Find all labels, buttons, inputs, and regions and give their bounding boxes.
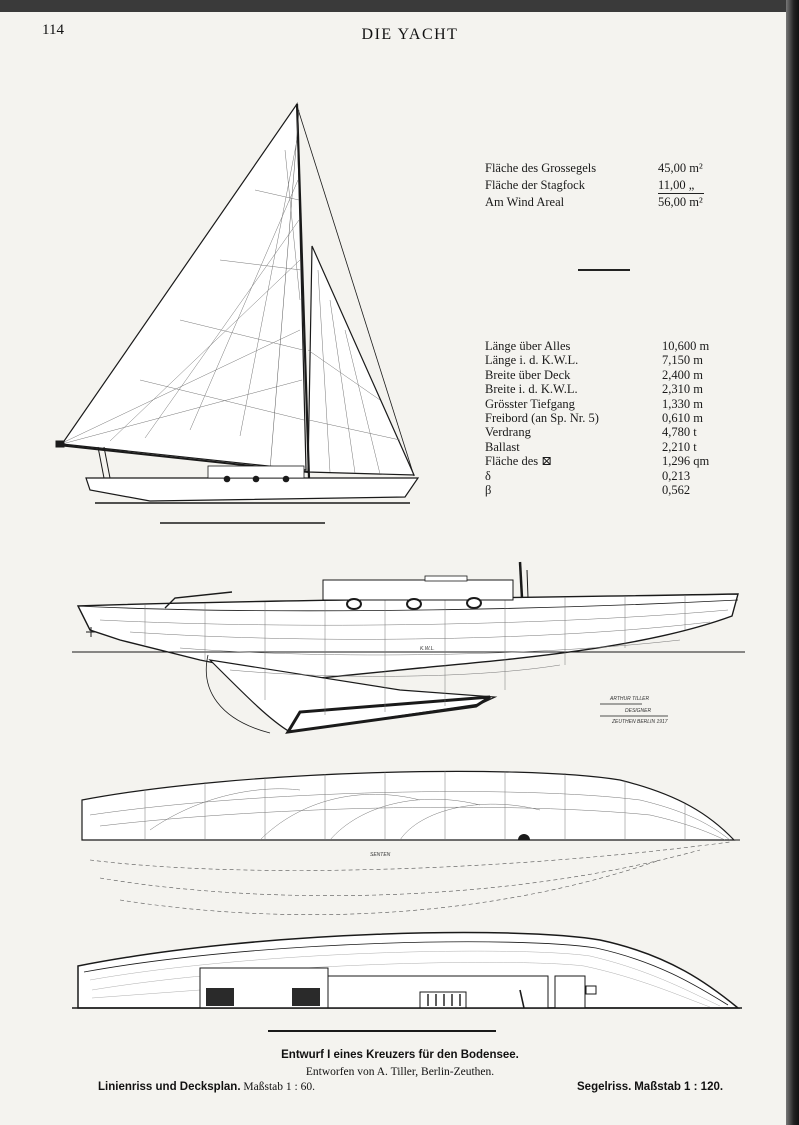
dimension-label: Grösster Tiefgang	[485, 396, 575, 411]
lines-plan-caption-label: Linienriss und Decksplan.	[98, 1081, 241, 1093]
sail-plan-caption-label: Segelriss.	[577, 1081, 632, 1093]
sail-area-label: Am Wind Areal	[485, 195, 565, 209]
staysail	[308, 246, 414, 475]
mainsail	[62, 104, 306, 470]
waterline-label: K.W.L.	[420, 646, 435, 652]
scan-edge	[786, 0, 799, 1125]
dimension-label: Verdrang	[485, 425, 531, 440]
dimension-value: 10,600 m	[662, 339, 710, 353]
dimension-value: 7,150 m	[662, 353, 703, 368]
dimension-value: 2,400 m	[662, 367, 703, 382]
figure-designer: Entworfen von A. Tiller, Berlin-Zeuthen.	[305, 1066, 495, 1078]
dimension-value: 0,213	[662, 468, 691, 483]
designer-stamp: ARTHUR TILLER	[610, 696, 650, 702]
page-number: 114	[42, 22, 64, 38]
sail-area-label: Fläche des Grossegels	[485, 161, 597, 175]
dimension-value: 1,330 m	[662, 396, 703, 411]
sail-plan-scale: Maßstab 1 : 120.	[634, 1081, 724, 1093]
dimension-value: 0,562	[662, 482, 691, 497]
sail-area-value: 11,00 „	[658, 178, 695, 192]
sail-area-value: 45,00 m²	[658, 161, 703, 175]
lines-plan-caption	[98, 1081, 315, 1093]
dimension-label: Ballast	[485, 439, 520, 454]
journal-page	[0, 12, 791, 1125]
lines-plan-scale: Maßstab 1 : 60.	[243, 1081, 315, 1093]
dimension-label: δ	[485, 468, 491, 483]
dimension-value: 0,610 m	[662, 410, 703, 425]
lines-profile	[72, 562, 745, 733]
dimension-value: 1,296 qm	[662, 454, 710, 469]
dimension-value: 2,210 t	[662, 439, 697, 454]
diagonal-label: SENTEN	[370, 852, 391, 858]
designer-stamp: ZEUTHEN BERLIN 1917	[612, 719, 668, 725]
dimension-label: β	[485, 482, 492, 497]
journal-title: DIE YACHT	[361, 26, 459, 43]
dimension-label: Länge i. d. K.W.L.	[485, 353, 579, 368]
sail-area-label: Fläche der Stagfock	[485, 178, 585, 192]
lines-half-breadth	[82, 771, 740, 915]
sail-plan	[56, 104, 418, 523]
dimension-value: 4,780 t	[662, 425, 697, 440]
deck-plan	[72, 933, 742, 1031]
dimension-value: 2,310 m	[662, 382, 703, 397]
designer-stamp: DESIGNER	[625, 708, 652, 714]
hull-side	[86, 478, 418, 501]
dimension-label: Freibord (an Sp. Nr. 5)	[485, 410, 599, 425]
sail-area-value: 56,00 m²	[658, 195, 703, 209]
dimension-label: Breite über Deck	[485, 367, 571, 382]
dimension-label: Fläche des ⊠	[485, 454, 552, 469]
yacht-drawings	[0, 12, 791, 1125]
figure-title: Entwurf I eines Kreuzers für den Bodensee.	[281, 1049, 519, 1061]
dimension-label: Breite i. d. K.W.L.	[485, 382, 578, 397]
dimension-label: Länge über Alles	[485, 339, 571, 353]
sail-plan-caption	[577, 1081, 723, 1093]
